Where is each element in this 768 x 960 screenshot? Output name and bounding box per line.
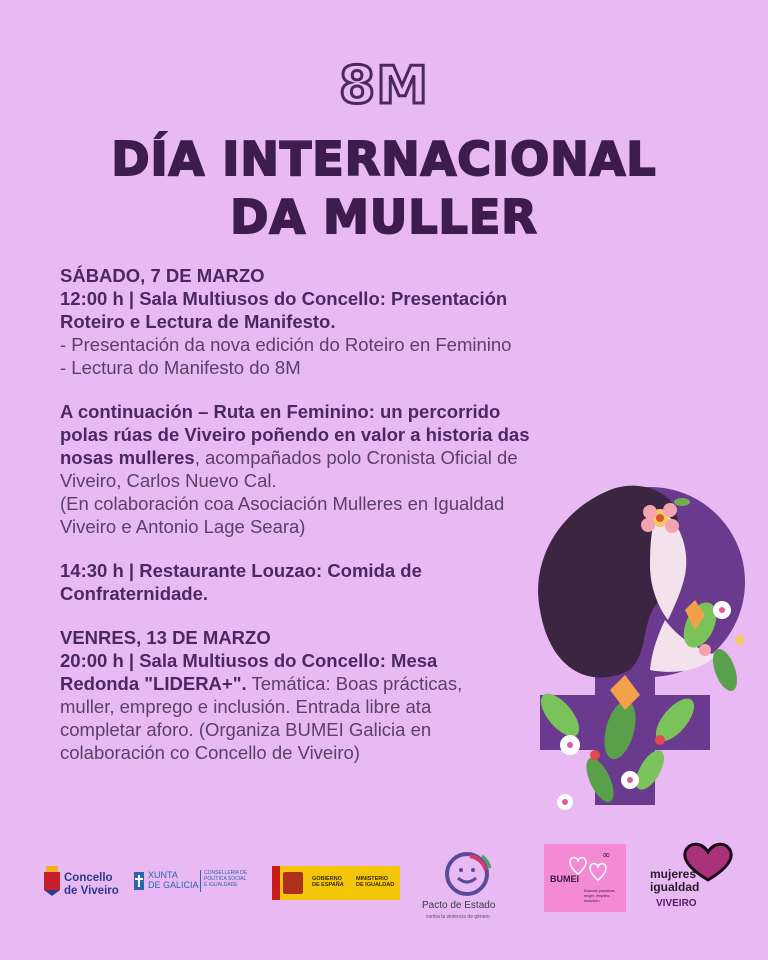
xunta-cons-line3: E IGUALDADE <box>204 882 238 888</box>
concello-shield-icon <box>44 866 60 896</box>
gob-line2: DE ESPAÑA <box>312 882 344 888</box>
ruta-line3-rest: , acompañados polo Cronista Oficial de <box>194 447 518 468</box>
concello-line2: de Viveiro <box>64 885 119 897</box>
pacto-estado-logo <box>420 850 510 930</box>
xunta-line1: XUNTA <box>148 870 178 880</box>
ruta-line6: Viveiro e Antonio Lage Seara) <box>60 516 306 537</box>
ruta-line4: Viveiro, Carlos Nuevo Cal. <box>60 470 277 491</box>
pacto-subtext: contra la violencia de género <box>426 914 490 920</box>
day2-line1: 20:00 h | Sala Multiusos do Concello: Mesa <box>60 650 438 671</box>
gob-line1: GOBIERNO <box>312 876 342 882</box>
day1-block <box>60 264 600 379</box>
main-title-line-1: DÍA INTERNACIONAL <box>111 132 657 186</box>
day2-line2-bold: Redonda "LIDERA+". <box>60 673 247 694</box>
day1-event1-line2: Roteiro e Lectura de Manifesto. <box>60 311 336 332</box>
lunch-line2: Confraternidade. <box>60 583 209 604</box>
pacto-smile-icon <box>442 850 492 898</box>
spain-shield-icon <box>283 872 303 894</box>
sponsor-logos <box>0 840 768 940</box>
ruta-line2: polas rúas de Viveiro poñendo en valor a historia das <box>60 424 530 445</box>
concello-viveiro-logo <box>44 864 130 904</box>
xunta-divider <box>200 870 201 892</box>
main-title-line-2: DA MULLER <box>230 190 538 244</box>
xunta-cons-line2: POLÍTICA SOCIAL <box>204 876 247 882</box>
xunta-cons-line1: CONSELLERÍA DE <box>204 870 248 876</box>
day2-line2-rest: Temática: Boas prácticas, <box>246 673 463 694</box>
day2-line4: completar aforo. (Organiza BUMEI Galicia en <box>60 719 432 740</box>
mujeres-line1: mujeres <box>650 867 697 881</box>
mujeres-igualdad-logo <box>648 840 748 920</box>
bumei-logo <box>544 844 626 912</box>
ruta-line3-bold: nosas mulleres <box>60 447 195 468</box>
main-title <box>0 130 768 246</box>
xunta-line2: DE GALICIA <box>148 880 199 890</box>
day1-date: SÁBADO, 7 DE MARZO <box>60 265 265 286</box>
title-8m: 8M <box>339 56 429 116</box>
xunta-cross-icon <box>134 872 144 890</box>
day1-item2: - Lectura do Manifesto do 8M <box>60 357 301 378</box>
woman-symbol-illustration <box>500 470 768 820</box>
mujeres-viveiro: VIVEIRO <box>656 898 697 909</box>
gobierno-espana-logo <box>272 866 400 900</box>
mujeres-line2: igualdad <box>650 880 700 894</box>
spain-flag-stripe <box>272 866 280 900</box>
ruta-line5: (En colaboración coa Asociación Mulleres en Igualdad <box>60 493 505 514</box>
ruta-line1: A continuación – Ruta en Feminino: un percorrido <box>60 401 501 422</box>
day2-date: VENRES, 13 DE MARZO <box>60 627 271 648</box>
day1-event1-line1: 12:00 h | Sala Multiusos do Concello: Presentación <box>60 288 508 309</box>
pacto-text: Pacto de Estado <box>422 900 496 911</box>
gob-line3: MINISTERIO <box>356 876 389 882</box>
gob-line4: DE IGUALDAD <box>356 882 395 888</box>
day2-line5: colaboración co Concello de Viveiro) <box>60 742 360 763</box>
day2-line3: muller, emprego e inclusión. Entrada libre ata <box>60 696 432 717</box>
svg-text:∞: ∞ <box>602 850 611 861</box>
xunta-galicia-logo <box>134 870 254 900</box>
bumei-subtext: Buenas prácticas, mujer, empleo, inclusión <box>584 888 616 903</box>
concello-line1: Concello <box>64 872 113 884</box>
lunch-line1: 14:30 h | Restaurante Louzao: Comida de <box>60 560 422 581</box>
day1-item1: - Presentación da nova edición do Roteiro en Feminino <box>60 334 512 355</box>
bumei-text: BUMEI <box>550 874 579 884</box>
